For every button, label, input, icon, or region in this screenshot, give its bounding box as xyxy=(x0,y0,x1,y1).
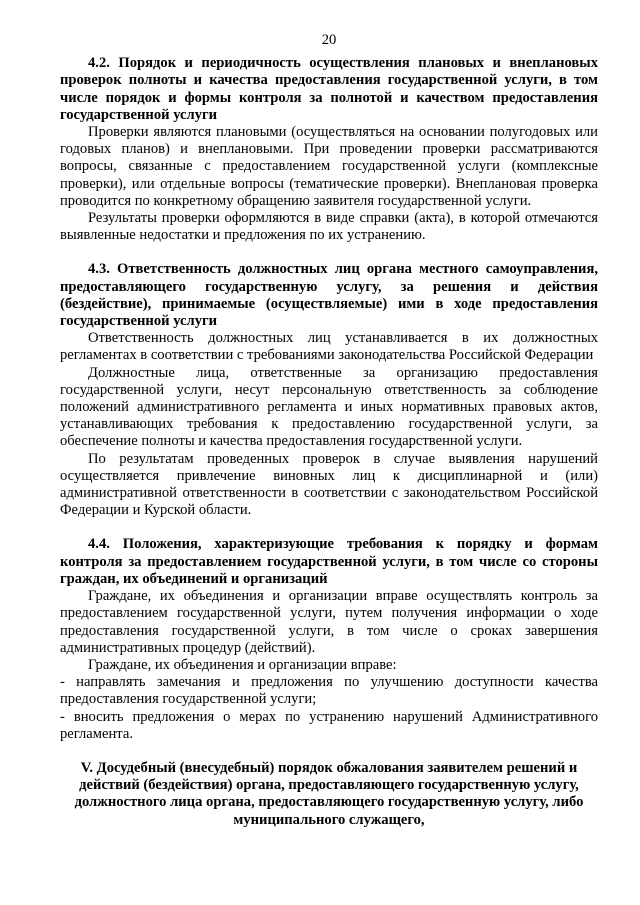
section-4-4-paragraph-2: Граждане, их объединения и организации вправе: xyxy=(88,656,397,673)
section-4-4 xyxy=(60,536,598,742)
section-4-4-paragraph-1: Граждане, их объединения и организации вправе осуществлять контроль за предоставлением государственной услуги, путем получения информации о ходе предоставления государственной услуги, в том числе о сроках завершения административных процедур (действий). xyxy=(60,588,598,656)
section-4-4-dash-item-2: - вносить предложения о мерах по устранению нарушений Административного регламента. xyxy=(60,708,598,742)
section-spacer xyxy=(60,519,598,536)
section-4-2-heading: 4.2. Порядок и периодичность осуществления плановых и внеплановых проверок полноты и качества предоставления государственной услуги, в том числе порядок и формы контроля за полнотой и качеством предоставления государственной услуги xyxy=(60,55,598,123)
section-5-heading: V. Досудебный (внесудебный) порядок обжалования заявителем решений и действий (бездействия) органа, предоставляющего государственную услугу, должностного лица органа, предоставляющего государственную услугу, либо муниципального служащего, xyxy=(74,759,584,828)
section-4-3-paragraph-2: Должностные лица, ответственные за организацию предоставления государственной услуги, несут персональную ответственность за соблюдение положений административного регламента и иных нормативных правовых актов, устанавливающих требования к предоставлению государственной услуги, за обеспечение полноты и качества предоставления государственной услуги. xyxy=(60,364,598,450)
section-4-3-paragraph-1: Ответственность должностных лиц устанавливается в их должностных регламентах в соответствии с требованиями законодательства Российской Федерации xyxy=(60,330,598,364)
section-spacer xyxy=(60,244,598,261)
section-4-2-paragraph-1: Проверки являются плановыми (осуществляться на основании полугодовых или годовых планов) и внеплановыми. При проведении проверки рассматриваются вопросы, связанные с предоставлением государственной услуги (комплексные проверки), или отдельные вопросы (тематические проверки). Внеплановая проверка проводится по конкретному обращению заявителя государственной услуги. xyxy=(60,124,598,209)
section-5 xyxy=(60,760,598,829)
section-spacer xyxy=(60,743,598,760)
page-number: 20 xyxy=(321,32,337,48)
section-4-2 xyxy=(60,55,598,244)
section-4-3-paragraph-3: По результатам проведенных проверок в случае выявления нарушений осуществляется привлечение виновных лиц к дисциплинарной и (или) административной ответственности в соответствии с законодательством Российской Федерации и Курской области. xyxy=(60,450,598,519)
section-4-4-dash-item-1: - направлять замечания и предложения по улучшению доступности качества предоставления государственной услуги; xyxy=(60,674,598,708)
section-4-3 xyxy=(60,261,598,519)
section-4-3-heading: 4.3. Ответственность должностных лиц органа местного самоуправления, предоставляющего государственную услугу, за решения и действия (бездействие), принимаемые (осуществляемые) ими в ходе предоставления государственной услуги xyxy=(60,261,598,330)
section-4-2-paragraph-2: Результаты проверки оформляются в виде справки (акта), в которой отмечаются выявленные недостатки и предложения по их устранению. xyxy=(60,210,598,244)
section-4-4-heading: 4.4. Положения, характеризующие требования к порядку и формам контроля за предоставлением государственной услуги, в том числе со стороны граждан, их объединений и организаций xyxy=(60,536,598,587)
